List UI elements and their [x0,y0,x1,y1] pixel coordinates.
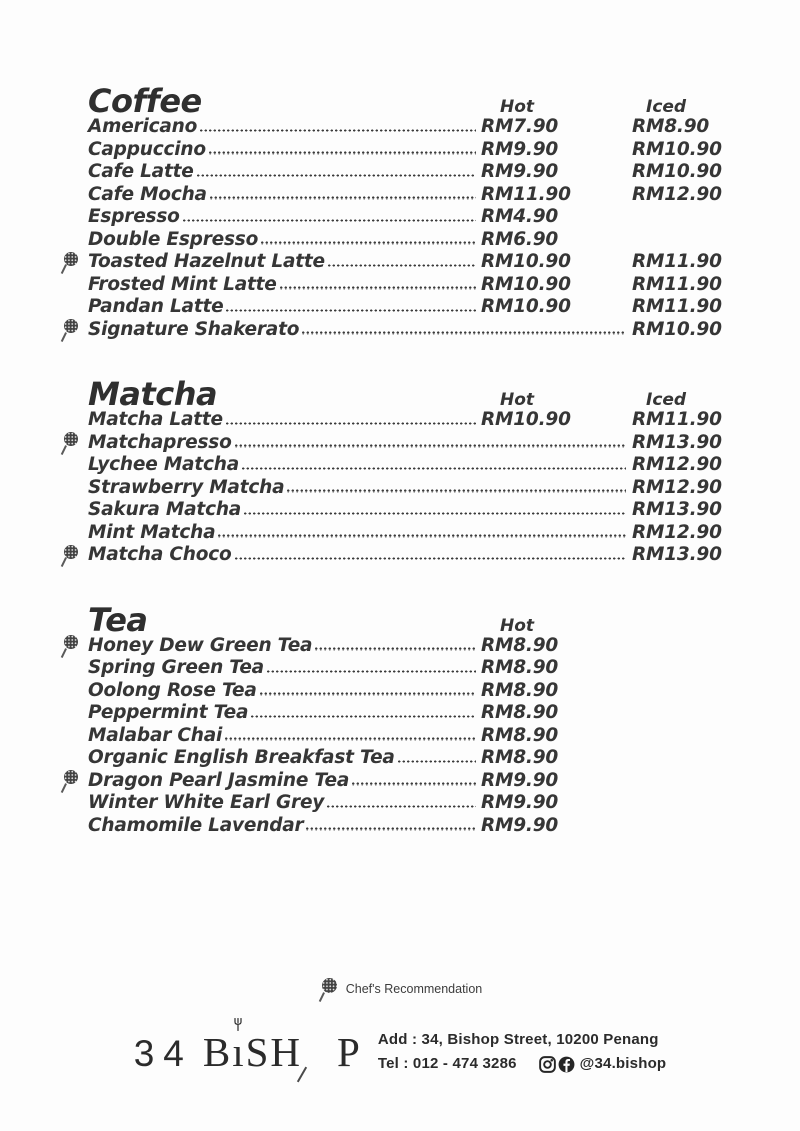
dot-leader [182,219,476,222]
dot-leader [351,782,476,785]
menu-section [88,82,722,341]
menu-item-price-iced: RM12.90 [632,454,722,475]
menu-item-row [88,702,713,725]
section-header [88,375,713,413]
menu-item-name: Cappuccino [88,138,206,160]
menu-item-name: Toasted Hazelnut Latte [88,251,325,272]
menu-item-row [88,521,722,545]
menu-item-name: Oolong Rose Tea [88,679,257,701]
menu-item-price-hot: RM9.90 [481,814,559,836]
section-header [88,82,713,120]
dot-leader [208,151,476,154]
menu-item-name: Americano [88,116,198,137]
menu-item-name: Chamomile Lavendar [88,814,304,836]
menu-item-name: Malabar Chai [88,724,223,746]
dot-leader [217,534,626,537]
menu-item-name: Cafe Mocha [88,183,207,205]
menu-item-row [88,161,722,184]
section-title: Coffee [88,82,202,120]
dot-leader [266,670,476,673]
section-header [88,600,713,639]
menu-item-name: Espresso [88,206,180,227]
dot-leader [286,489,626,492]
dot-leader [314,647,476,650]
menu-item-price-iced: RM11.90 [632,296,722,317]
menu-item-price-hot: RM7.90 [481,116,559,137]
menu-item-price-hot: RM10.90 [481,296,571,317]
menu-item-price-iced: RM13.90 [632,499,722,520]
menu-item-row [88,635,713,658]
menu-item-name: Peppermint Tea [88,702,249,723]
menu-item-name: Sakura Matcha [88,499,242,520]
dot-leader [301,331,626,334]
menu-item-name: Mint Matcha [88,521,216,543]
dot-leader [327,264,476,267]
menu-item-name: Double Espresso [88,228,259,250]
logo-letter-i: ı [232,1029,245,1075]
chefs-recommendation-icon [59,770,78,791]
telephone-line [378,1052,666,1076]
menu-item-row [88,318,722,342]
phone-number: Tel : 012 - 474 3286 [377,1055,517,1072]
menu-item-row [88,499,722,522]
menu-item-row [88,138,722,162]
menu-item-price-hot: RM8.90 [481,747,559,768]
menu-item-price-iced: RM12.90 [632,183,722,205]
chefs-recommendation-icon [59,319,78,340]
menu-item-price-iced: RM10.90 [632,161,722,182]
menu-item-row [88,725,713,748]
dot-leader [225,422,476,425]
menu-section [88,375,722,567]
menu-item-row [88,229,713,252]
chef-pick-icon [318,978,337,1000]
column-header-hot: Hot [500,390,535,410]
fork-icon [233,1018,243,1031]
dot-leader [259,692,476,695]
menu-item-name: Strawberry Matcha [88,476,285,498]
dot-leader [279,286,476,289]
menu-item-price-iced: RM13.90 [632,544,722,565]
chefs-recommendation-icon [59,432,78,453]
menu-item-price-hot: RM10.90 [481,251,571,272]
menu-item-price-hot: RM8.90 [481,657,559,678]
menu-item-price-hot: RM10.90 [481,409,571,430]
menu-item-name: Matcha Choco [88,544,232,565]
menu-item-price-hot: RM9.90 [481,792,559,813]
social-handle: @34.bishop [579,1055,667,1072]
dot-leader [397,760,476,763]
dot-leader [250,715,476,718]
menu-item-price-hot: RM11.90 [481,183,571,205]
column-header-iced: Iced [646,390,687,410]
chefs-recommendation-legend [0,978,800,1000]
column-header-iced: Iced [646,97,687,117]
menu-item-row [88,770,713,793]
logo-letter-b: B [202,1029,233,1075]
menu-item-price-iced: RM12.90 [632,476,722,498]
menu-item-name: Matcha Latte [88,409,223,430]
menu-item-price-hot: RM10.90 [481,273,571,295]
menu-item-price-iced: RM10.90 [632,138,722,160]
column-header-hot: Hot [500,615,535,636]
dot-leader [326,805,476,808]
dot-leader [234,557,626,560]
menu-item-row [88,544,722,567]
social-media [539,1052,667,1076]
menu-item-name: Spring Green Tea [88,657,264,678]
menu-item-row [88,296,722,319]
menu [88,64,722,837]
menu-item-price-hot: RM8.90 [481,702,559,723]
dot-leader [225,309,476,312]
chefs-recommendation-icon [59,635,78,656]
menu-item-row [88,454,722,477]
menu-section [88,600,713,838]
menu-item-price-hot: RM6.90 [481,228,559,250]
brand-logo [134,1028,362,1076]
section-title: Tea [88,600,148,639]
menu-item-row [88,657,713,680]
menu-item-name: Cafe Latte [88,161,194,182]
menu-item-name: Winter White Earl Grey [88,792,325,813]
menu-item-price-hot: RM9.90 [481,769,559,791]
dot-leader [199,129,476,132]
menu-item-name: Honey Dew Green Tea [88,634,313,656]
menu-item-price-iced: RM13.90 [632,431,722,453]
menu-item-name: Organic English Breakfast Tea [88,747,395,768]
contact-block [378,1028,666,1076]
facebook-icon [558,1056,575,1073]
menu-item-name: Lychee Matcha [88,454,239,475]
menu-item-price-hot: RM8.90 [481,679,559,701]
section-title: Matcha [88,375,218,413]
chefs-recommendation-icon [59,252,78,273]
menu-item-price-iced: RM11.90 [632,251,722,272]
dot-leader [243,512,626,515]
menu-item-row [88,431,722,455]
menu-item-price-hot: RM8.90 [481,724,559,746]
menu-item-price-iced: RM10.90 [632,318,722,340]
dot-leader [234,444,626,447]
logo-letters-sh: SH [245,1029,303,1075]
dot-leader [196,174,476,177]
menu-item-row [88,747,713,770]
dot-leader [260,241,476,244]
menu-item-name: Signature Shakerato [88,318,300,340]
menu-item-name: Pandan Latte [88,296,224,317]
legend-label: Chef's Recommendation [345,982,483,996]
column-header-hot: Hot [500,97,535,117]
logo-letter-p: P [337,1029,362,1075]
menu-item-price-iced: RM11.90 [632,273,722,295]
menu-item-row [88,815,713,838]
menu-item-price-iced: RM12.90 [632,521,722,543]
menu-item-row [88,206,713,229]
menu-item-row [88,183,722,207]
dot-leader [209,196,476,199]
menu-item-row [88,792,713,815]
address-line: Add : 34, Bishop Street, 10200 Penang [377,1031,659,1048]
menu-item-row [88,251,722,274]
logo-word [203,1028,362,1076]
menu-item-row [88,680,713,703]
menu-item-name: Matchapresso [88,431,232,453]
menu-item-price-iced: RM8.90 [632,116,710,137]
menu-item-row [88,116,713,139]
menu-item-row [88,273,722,297]
instagram-icon [539,1056,556,1073]
menu-item-price-iced: RM11.90 [632,409,722,430]
chefs-recommendation-icon [59,545,78,566]
menu-item-price-hot: RM8.90 [481,634,559,656]
menu-item-name: Dragon Pearl Jasmine Tea [88,769,350,791]
dot-leader [224,737,476,740]
footer [0,1028,800,1076]
menu-item-price-hot: RM4.90 [481,206,559,227]
dotted-ball-pick-icon [304,1040,335,1071]
menu-item-name: Frosted Mint Latte [88,273,277,295]
menu-item-price-hot: RM9.90 [481,161,559,182]
logo-number: 34 [133,1033,193,1074]
dot-leader [305,827,476,830]
dot-leader [241,467,626,470]
menu-item-row [88,409,722,432]
menu-item-row [88,476,722,500]
menu-item-price-hot: RM9.90 [481,138,559,160]
